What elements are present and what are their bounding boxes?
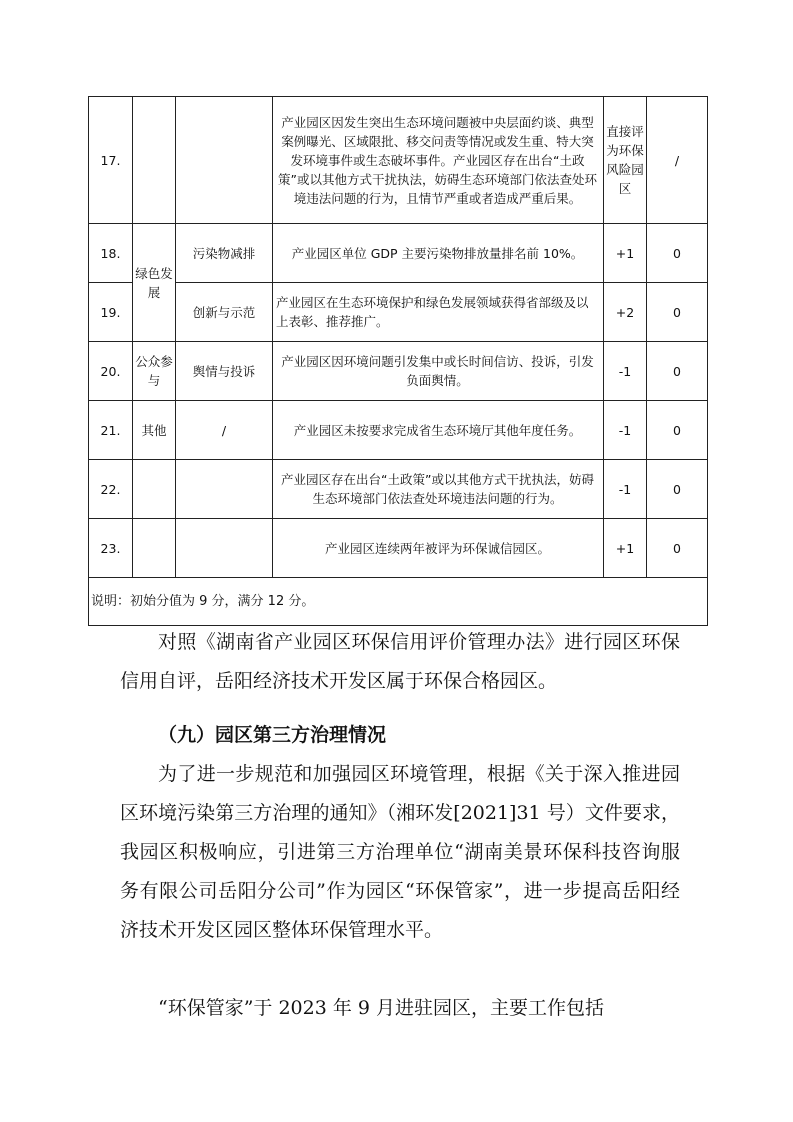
item-cell: 舆情与投诉 [176, 342, 273, 401]
paragraph-eco-steward: “环保管家”于 2023 年 9 月进驻园区，主要工作包括 [158, 997, 605, 1019]
content-cell: 产业园区单位 GDP 主要污染物排放量排名前 10%。 [273, 224, 604, 283]
score-cell: -1 [604, 401, 647, 460]
row-number: 22. [89, 460, 133, 519]
category-cell: 绿色发展 [133, 224, 176, 342]
content-cell: 产业园区因发生突出生态环境问题被中央层面约谈、典型案例曝光、区域限批、移交问责等情况或发生重、特大突发环境事件或生态破坏事件。产业园区存在出台“土政策”或以其他方式干扰执法，妨碍生态环境部门依法查处环境违法问题的行为，且情节严重或者造成严重后果。 [273, 97, 604, 224]
paragraph-self-evaluation: 对照《湖南省产业园区环保信用评价管理办法》进行园区环保信用自评，岳阳经济技术开发区属于环保合格园区。 [120, 631, 680, 692]
row-number: 17. [89, 97, 133, 224]
row-number: 21. [89, 401, 133, 460]
score-cell: +1 [604, 519, 647, 578]
category-cell: 其他 [133, 401, 176, 460]
score-cell: -1 [604, 342, 647, 401]
table-row [89, 97, 708, 224]
score-cell: +2 [604, 283, 647, 342]
result-cell: 0 [647, 224, 708, 283]
row-number: 23. [89, 519, 133, 578]
section-heading: （九）园区第三方治理情况 [158, 724, 387, 746]
result-cell: 0 [647, 342, 708, 401]
result-cell: / [647, 97, 708, 224]
table-row [89, 224, 708, 283]
content-cell: 产业园区在生态环境保护和绿色发展领域获得省部级及以上表彰、推荐推广。 [273, 283, 604, 342]
result-cell: 0 [647, 519, 708, 578]
table-row [89, 519, 708, 578]
item-cell [176, 460, 273, 519]
category-cell: 公众参与 [133, 342, 176, 401]
row-number: 18. [89, 224, 133, 283]
score-cell: 直接评为环保风险园区 [604, 97, 647, 224]
category-cell [133, 460, 176, 519]
table-row [89, 401, 708, 460]
result-cell: 0 [647, 283, 708, 342]
item-cell: / [176, 401, 273, 460]
result-cell: 0 [647, 401, 708, 460]
item-cell: 污染物减排 [176, 224, 273, 283]
item-cell [176, 519, 273, 578]
score-cell: -1 [604, 460, 647, 519]
content-cell: 产业园区连续两年被评为环保诚信园区。 [273, 519, 604, 578]
content-cell: 产业园区未按要求完成省生态环境厅其他年度任务。 [273, 401, 604, 460]
category-cell [133, 97, 176, 224]
table-row [89, 460, 708, 519]
row-number: 20. [89, 342, 133, 401]
content-cell: 产业园区存在出台“土政策”或以其他方式干扰执法，妨碍生态环境部门依法查处环境违法问题的行为。 [273, 460, 604, 519]
item-cell [176, 97, 273, 224]
table-note: 说明：初始分值为 9 分，满分 12 分。 [89, 578, 708, 626]
category-cell [133, 519, 176, 578]
table-note-row [89, 578, 708, 626]
paragraph-third-party: 为了进一步规范和加强园区环境管理，根据《关于深入推进园区环境污染第三方治理的通知》（湘环发[2021]31 号）文件要求，我园区积极响应，引进第三方治理单位“湖南美景环保科技咨询服务有限公司岳阳分公司”作为园区“环保管家”，进一步提高岳阳经济技术开发区园区整体环保管理水平。 [120, 763, 680, 941]
content-cell: 产业园区因环境问题引发集中或长时间信访、投诉，引发负面舆情。 [273, 342, 604, 401]
score-cell: +1 [604, 224, 647, 283]
table-row [89, 283, 708, 342]
result-cell: 0 [647, 460, 708, 519]
evaluation-table [88, 96, 708, 626]
table-row [89, 342, 708, 401]
row-number: 19. [89, 283, 133, 342]
item-cell: 创新与示范 [176, 283, 273, 342]
